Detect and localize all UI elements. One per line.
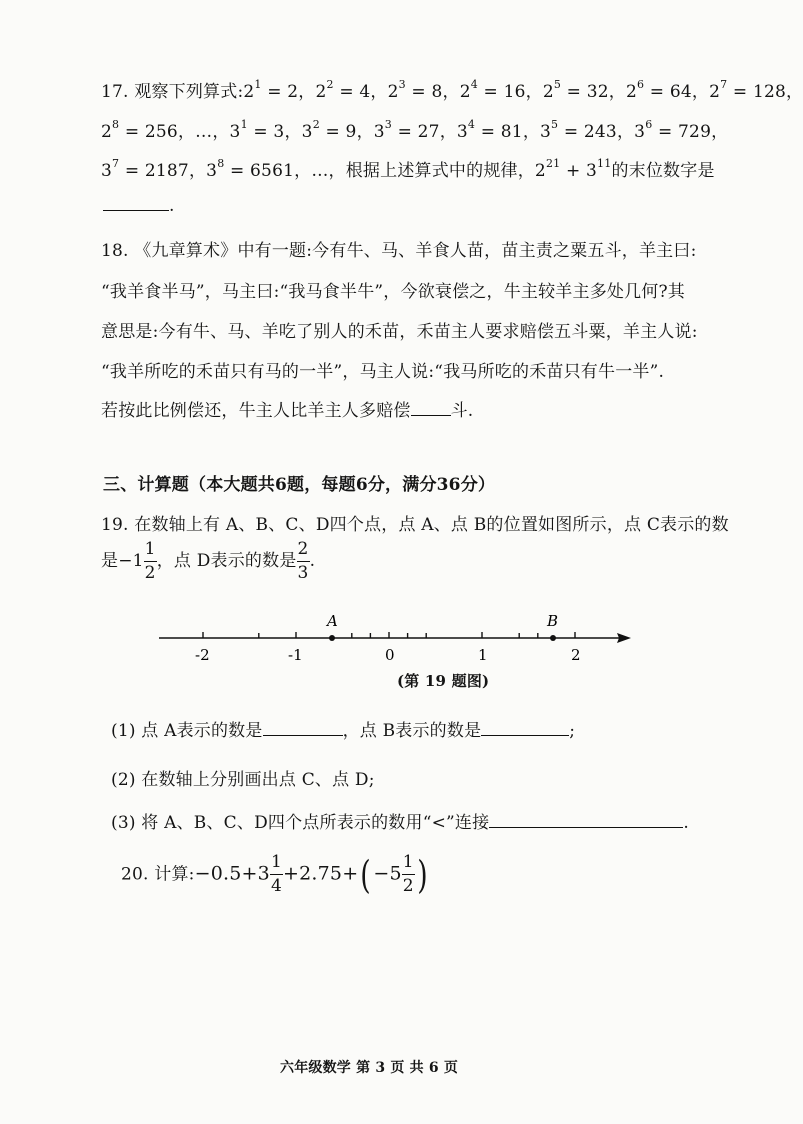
number-line-arrow-icon [617,633,631,643]
power-term: $2^1 = 2$ [243,78,299,102]
q18-line-1: 18. 《九章算术》中有一题:今有牛、马、羊食人苗，苗主责之粟五斗，羊主曰: [101,241,697,261]
q17-line-2 [101,117,728,142]
q19-period: . [309,551,316,571]
q20-expression [121,854,430,895]
q19-text-is: 是 [101,551,119,571]
q18-question: 若按此比例偿还，牛主人比羊主人多赔偿 [101,401,411,421]
figure-caption: (第 19 题图) [397,672,490,690]
q17-line-1 [101,77,803,102]
q17-powers-row-1: $2^1 = 2$，$2^2 = 4$，$2^3 = 8$，$2^4 = 16$，$2^5 = 32$，$2^6 = 64$，$2^7 = 128$， [243,78,803,102]
q19-p3-text: (3) 将 A、B、C、D四个点所表示的数用“<”连接 [111,813,490,833]
q19-p1-b: ，点 B表示的数是 [342,721,482,741]
power-term: $2^4 = 16$ [459,78,526,102]
power-term: $3^1 = 3$ [229,118,285,142]
point-b-label: B [547,612,559,630]
q17-ellipsis: … [311,161,329,181]
tick-label: -2 [195,646,210,664]
q17-sum-a-base: 2 [534,161,546,181]
power-term: $2^6 = 64$ [625,78,692,102]
number-line-ticks [203,632,575,638]
q20-term-2: +2.75+ [282,862,359,885]
section-3-heading: 三、计算题（本大题共6题，每题6分，满分36分） [103,475,496,495]
power-term: $3^5 = 243$ [540,118,617,142]
q17-powers-row-2: $2^8 = 256$，…，$3^1 = 3$，$3^2 = 9$，$3^3 = 27$，$3^4 = 81$，$3^5 = 243$，$3^6 = 729$， [101,118,729,142]
power-term: $3^3 = 27$ [373,118,440,142]
power-term: $3^6 = 729$ [634,118,712,142]
q20-term-3: −5 [373,862,402,885]
point-a-label: A [327,612,338,630]
point-b-dot [550,635,556,641]
q19-p3-period: . [683,813,689,833]
q20-term-1: −0.5+3 [194,862,270,885]
tick-label: -1 [288,646,303,664]
q18-line-2: “我羊食半马”，马主曰:“我马食半牛”，今欲衰偿之，牛主较羊主多处几何?其 [101,282,686,302]
q19-p1-a: (1) 点 A表示的数是 [111,721,263,741]
q19-answer-order-blank[interactable] [489,813,683,828]
q19-d-fraction: $\frac{2}{3}$ [297,539,309,583]
power-term: $2^8 = 256$ [101,118,178,142]
q17-line-3: $3^7 = 2187$，$3^8 = 6561$，…，根据上述算式中的规律，$2^{21} + 3^{11}$的末位数字是 [101,157,715,181]
q19-answer-b-blank[interactable] [481,721,569,736]
power-term: $3^2 = 9$ [301,118,357,142]
q17-question-text: 的末位数字是 [611,161,715,181]
q20-label: 20. 计算: [121,864,195,885]
number-line-tick-labels [195,646,581,664]
q19-part-1 [111,716,575,741]
q19-c-whole: −1 [118,551,144,571]
q17-answer-line [103,196,175,216]
q19-line-2 [101,541,315,582]
q18-line-5 [101,396,473,421]
tick-label: 1 [478,646,488,664]
q20-fraction-1: $\frac{1}{4}$ [270,852,282,896]
q17-sum-b-base: 3 [586,161,598,181]
q19-part-3 [111,808,689,833]
power-term: $3^4 = 81$ [456,118,523,142]
q19-line-1: 19. 在数轴上有 A、B、C、D四个点，点 A、点 B的位置如图所示，点 C表示的数 [101,515,729,535]
q17-powers-row-3: $3^7 = 2187$，$3^8 = 6561$， [101,157,312,181]
q19-part-2: (2) 在数轴上分别画出点 C、点 D; [111,770,375,790]
power-term: $2^3 = 8$ [387,78,443,102]
tick-label: 2 [571,646,581,664]
q20-right-paren: ) [417,852,428,897]
q19-answer-a-blank[interactable] [263,721,343,736]
number-line-figure [155,614,655,664]
power-term: $2^7 = 128$ [709,78,787,102]
q19-text-d: ，点 D表示的数是 [156,551,297,571]
page-footer: 六年级数学 第 3 页 共 6 页 [280,1060,459,1076]
q17-rule-text: ，根据上述算式中的规律， [328,161,535,181]
power-term: $3^7 = 2187$ [101,157,189,181]
q17-sum-a-exp: 21 [545,157,561,170]
q17-sum-b-exp: 11 [597,157,612,170]
q20-fraction-2: $\frac{1}{2}$ [402,852,414,896]
q17-period: . [169,196,175,216]
q18-answer-blank[interactable] [411,401,451,416]
power-term: $3^8 = 6561$ [206,157,295,181]
q20-left-paren: ( [360,852,372,897]
power-term: $2^5 = 32$ [542,78,609,102]
q18-unit: 斗. [450,401,474,421]
q19-c-fraction: $\frac{1}{2}$ [144,539,156,583]
q17-answer-blank[interactable] [103,196,169,211]
tick-label: 0 [385,646,395,664]
q17-intro: 17. 观察下列算式: [101,82,244,102]
power-term: $2^2 = 4$ [315,78,371,102]
q19-p1-c: ; [569,721,576,741]
point-a-dot [329,635,335,641]
q18-line-3: 意思是:今有牛、马、羊吃了别人的禾苗，禾苗主人要求赔偿五斗粟，羊主人说: [101,322,698,342]
q18-line-4: “我羊所吃的禾苗只有马的一半”，马主人说:“我马所吃的禾苗只有牛一半”. [101,362,665,382]
